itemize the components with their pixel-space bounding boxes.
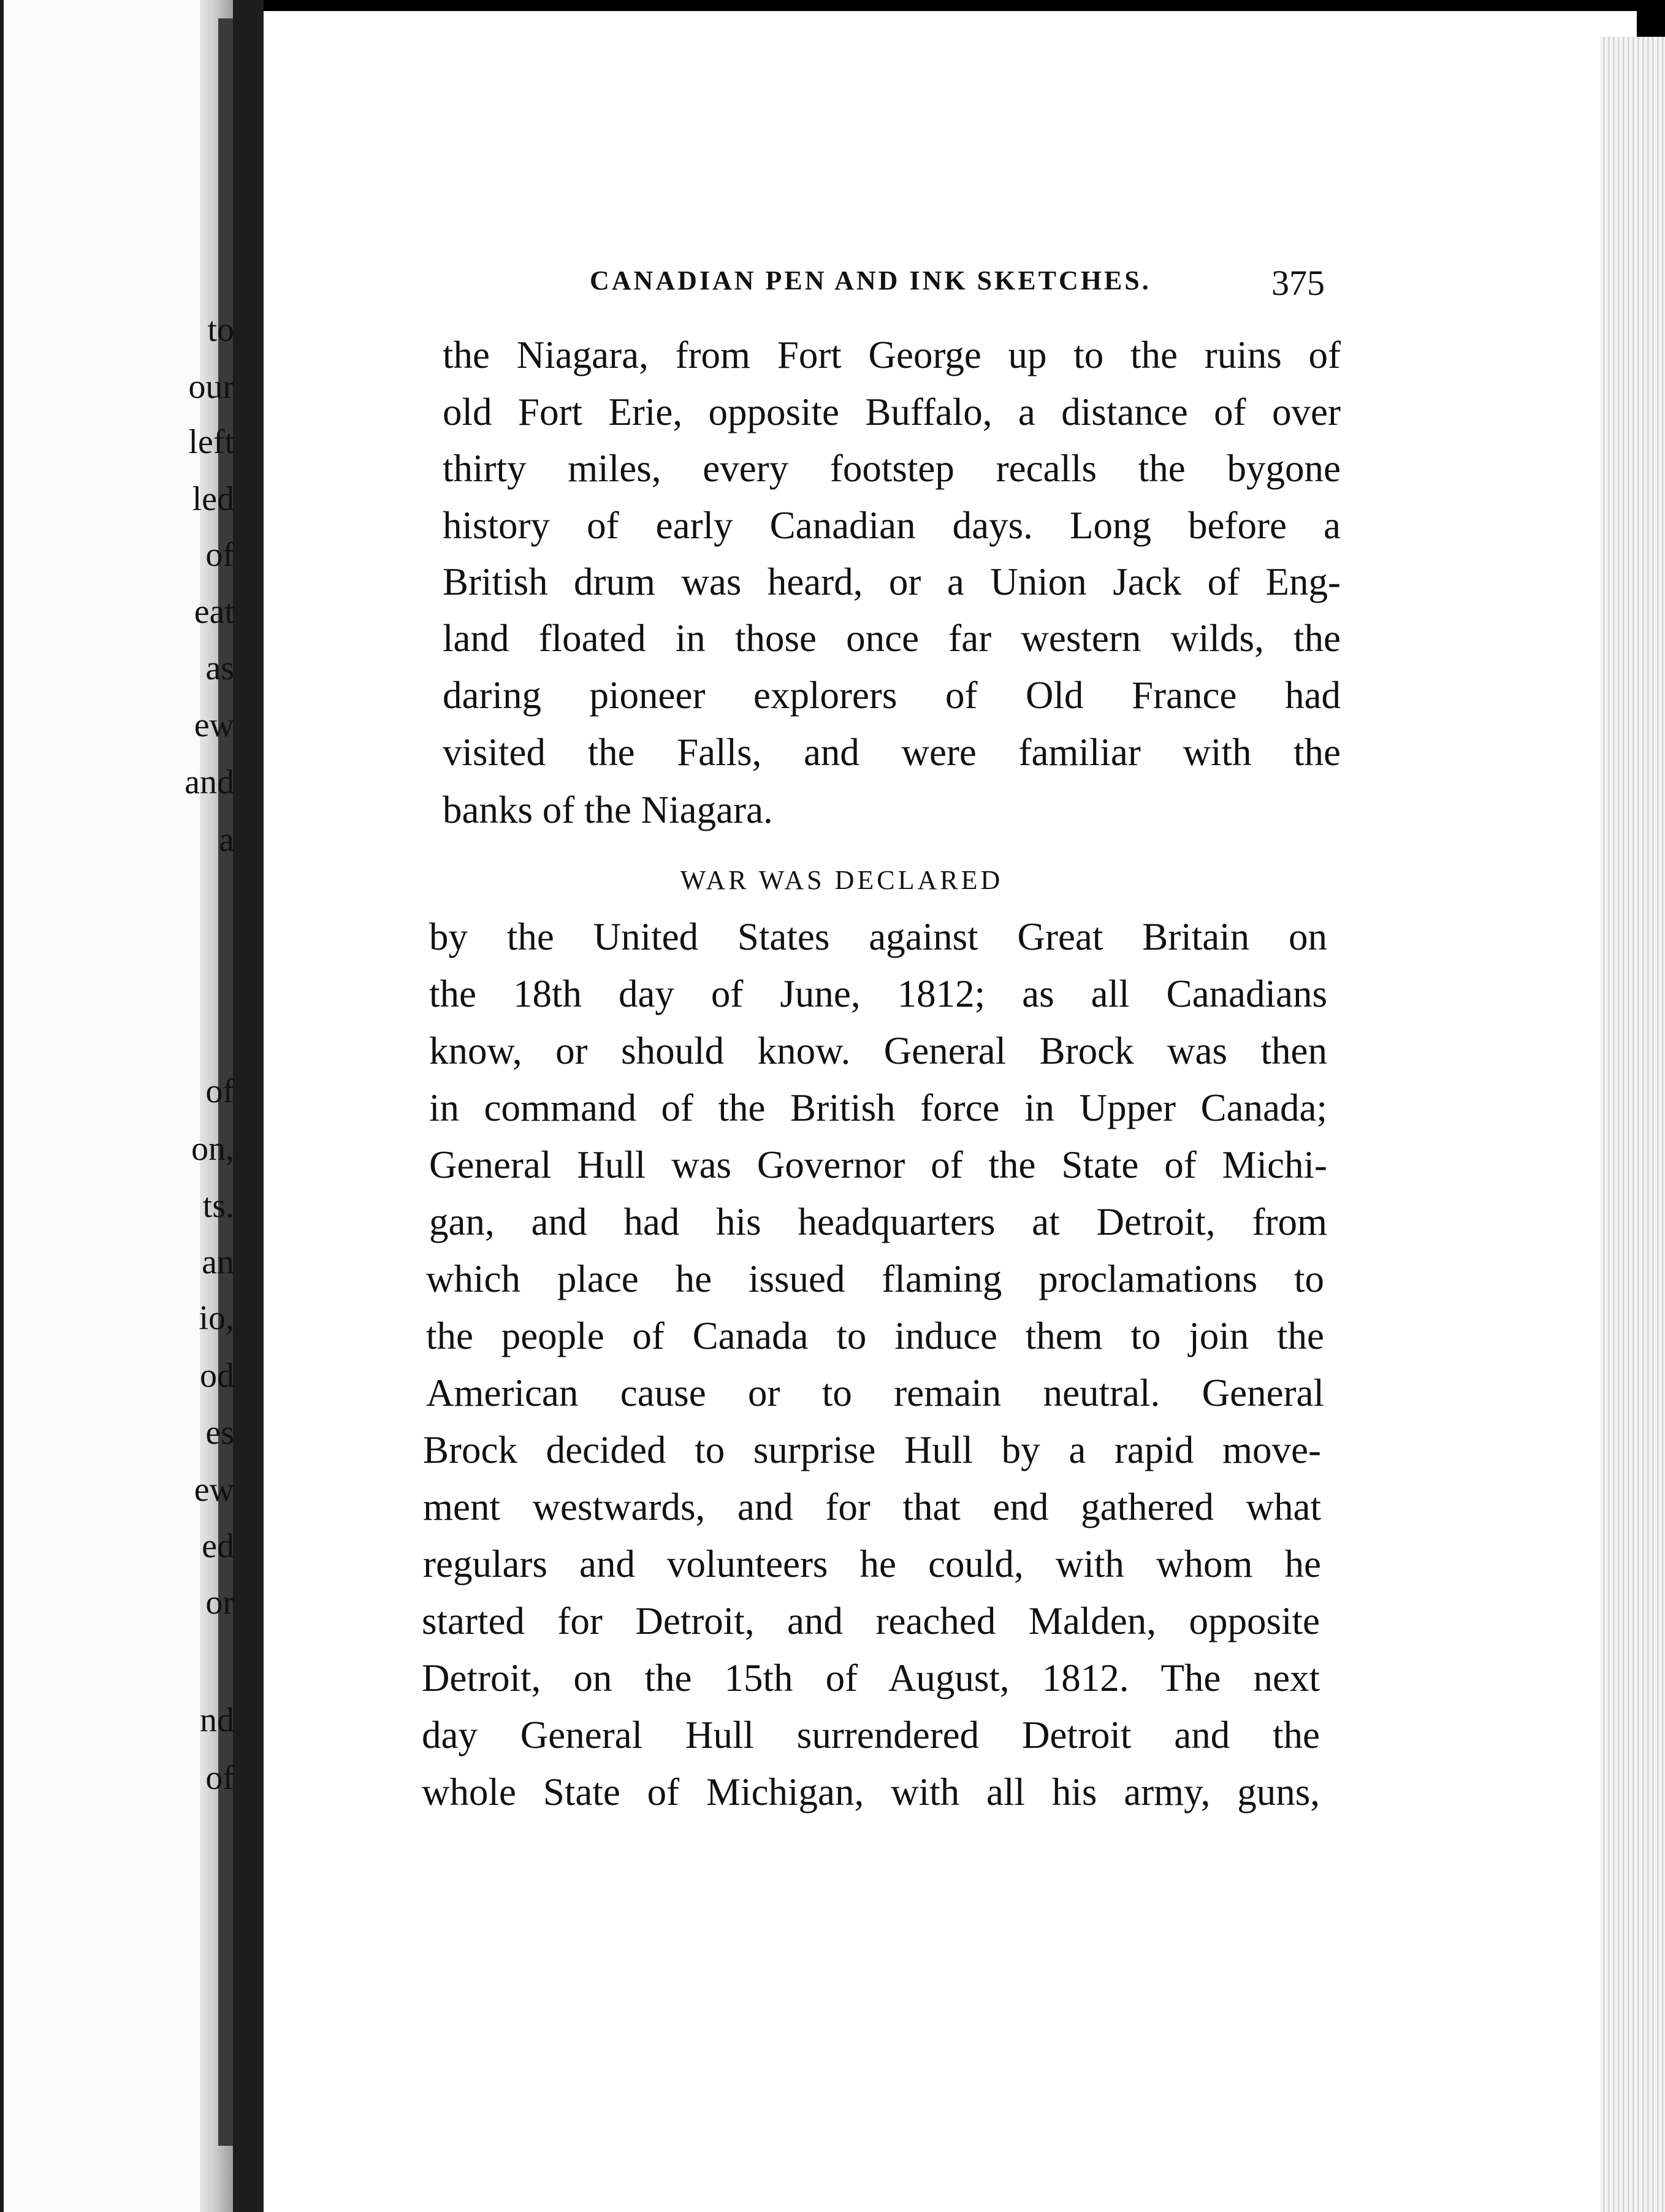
text-line: Brock decided to surprise Hull by a rapid move- [423,1428,1321,1471]
left-fragment: to [207,311,234,349]
spine-gutter [233,0,264,2212]
left-fragment: left [188,423,234,461]
left-fragment: ew [194,706,234,744]
text-line: whole State of Michigan, with all his army, guns, [422,1771,1320,1813]
left-fragment: ts. [202,1187,234,1225]
left-fragment: led [192,480,234,518]
text-line: visited the Falls, and were familiar with the [443,731,1341,774]
text-line: history of early Canadian days. Long before a [443,504,1341,547]
text-line: the people of Canada to induce them to join the [426,1314,1324,1357]
text-line: regulars and volunteers he could, with whom he [423,1543,1321,1585]
left-fragment: of [205,536,234,574]
text-line: banks of the Niagara. [443,788,773,831]
text-line: started for Detroit, and reached Malden, opposite [422,1600,1320,1642]
left-fragment: nd [200,1701,234,1739]
left-fragment: an [202,1243,234,1281]
text-line: the 18th day of June, 1812; as all Canadians [429,972,1327,1015]
left-fragment: of [205,1072,234,1110]
text-line: land floated in those once far western wilds, the [443,617,1341,660]
page-stack-edges [1600,37,1665,2212]
text-line: Detroit, on the 15th of August, 1812. The next [422,1657,1320,1699]
page-edge [0,0,4,2212]
previous-page [0,0,234,2212]
text-line: know, or should know. General Brock was then [429,1029,1327,1072]
text-line: gan, and had his headquarters at Detroit, from [429,1200,1327,1243]
section-subheading: WAR WAS DECLARED [680,865,1004,895]
text-line: day General Hull surrendered Detroit and the [422,1714,1320,1756]
left-fragment: ed [202,1527,234,1565]
text-line: ment westwards, and for that end gathered what [423,1485,1321,1528]
text-line: thirty miles, every footstep recalls the bygone [443,447,1341,490]
left-fragment: ew [194,1471,234,1509]
left-fragment: on, [191,1130,234,1168]
running-title: CANADIAN PEN AND INK SKETCHES. [590,265,1151,296]
text-line: old Fort Erie, opposite Buffalo, a distance of over [443,391,1341,433]
text-line: the Niagara, from Fort George up to the ruins of [443,334,1341,376]
text-line: in command of the British force in Upper Canada; [429,1086,1327,1129]
left-fragment: io, [199,1299,234,1337]
text-line: daring pioneer explorers of Old France had [443,674,1341,717]
left-fragment: as [205,649,234,687]
text-line: which place he issued flaming proclamations to [426,1257,1324,1300]
left-fragment: od [200,1357,234,1395]
text-line: General Hull was Governor of the State of Michi- [429,1143,1327,1186]
left-fragment: a [219,821,234,859]
left-fragment: es [205,1414,234,1452]
page-number: 375 [1271,263,1325,303]
left-fragment: and [185,763,234,801]
left-fragment: eat [194,593,234,631]
text-line: by the United States against Great Britain on [429,915,1327,958]
left-fragment: our [188,368,234,406]
text-line: American cause or to remain neutral. General [426,1371,1324,1414]
left-fragment: of [205,1759,234,1797]
text-line: British drum was heard, or a Union Jack of Eng- [443,560,1341,603]
left-fragment: or [205,1584,234,1622]
